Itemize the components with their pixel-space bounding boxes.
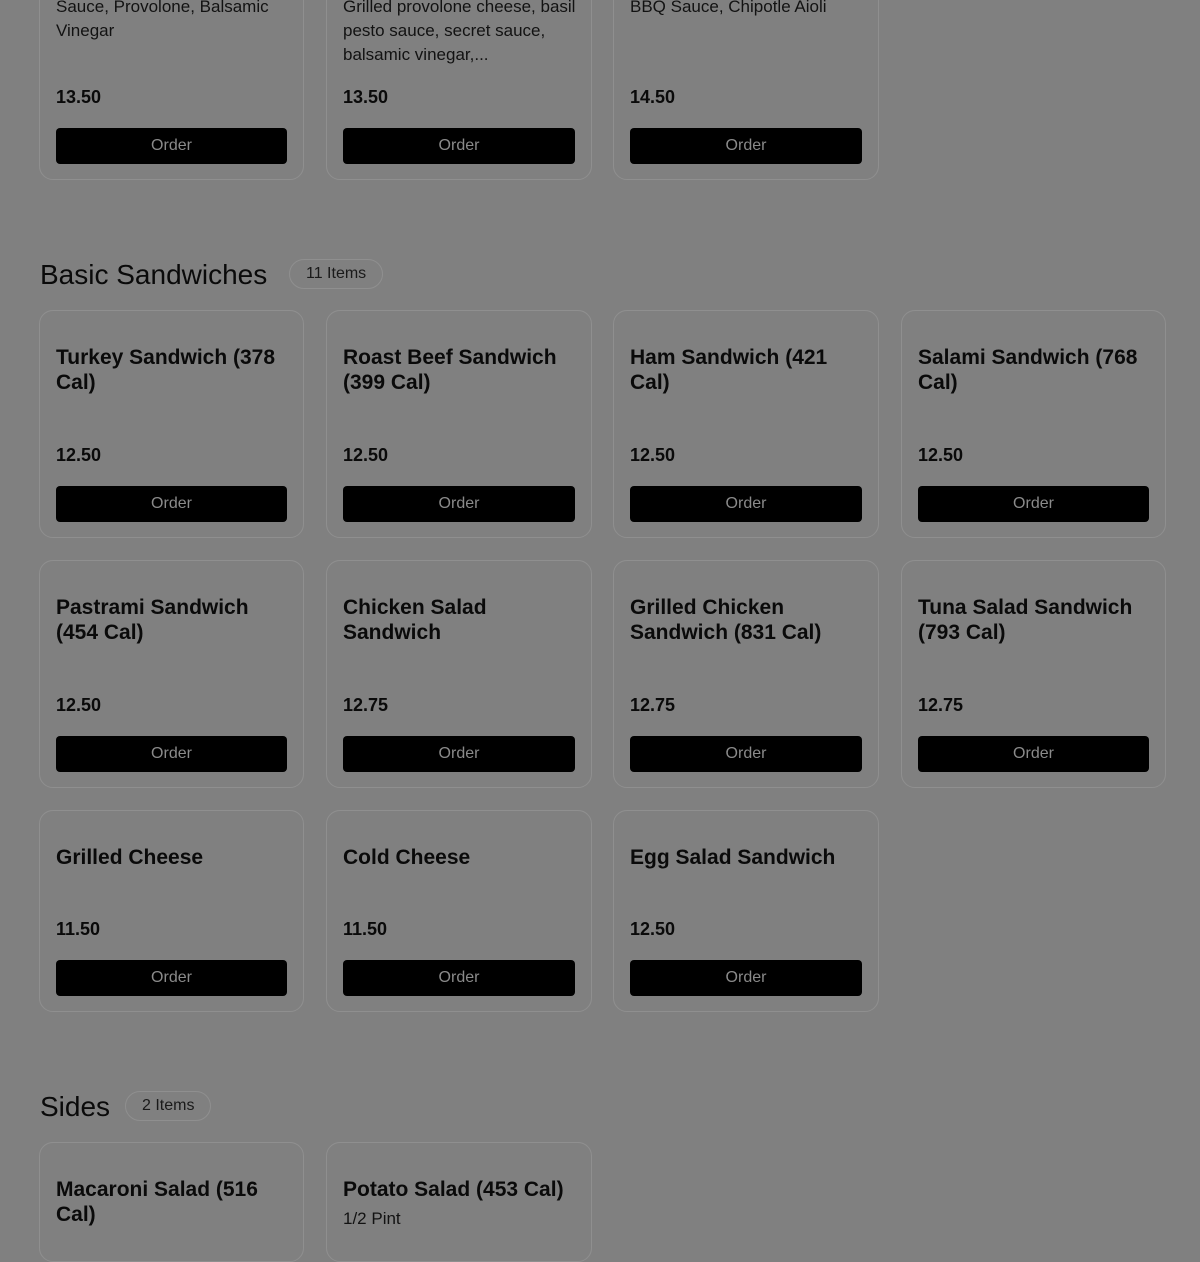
menu-item-name: Potato Salad (453 Cal) [343, 1178, 564, 1201]
order-button[interactable]: Order [343, 960, 575, 996]
menu-item-price: 12.50 [56, 695, 102, 715]
menu-item-name: Egg Salad Sandwich [630, 846, 836, 869]
order-button[interactable]: Order [630, 960, 862, 996]
menu-item-price: 13.50 [56, 87, 102, 107]
menu-item-card[interactable] [613, 810, 879, 1012]
menu-item-card[interactable] [39, 310, 304, 538]
order-button[interactable]: Order [56, 736, 287, 772]
menu-item-card[interactable] [326, 810, 592, 1012]
menu-item-name: Roast Beef Sandwich (399 Cal) [343, 346, 557, 394]
menu-item-price: 12.50 [343, 445, 389, 465]
menu-item-price: 12.75 [918, 695, 964, 715]
menu-item-name: Pastrami Sandwich (454 Cal) [56, 596, 249, 644]
menu-item-name: Ham Sandwich (421 Cal) [630, 346, 828, 394]
menu-item-card[interactable] [39, 810, 304, 1012]
order-button[interactable]: Order [56, 486, 287, 522]
order-button[interactable]: Order [56, 960, 287, 996]
order-button[interactable]: Order [630, 486, 862, 522]
menu-item-price: 11.50 [343, 919, 388, 939]
menu-item-card[interactable] [326, 1142, 592, 1262]
menu-item-description: 1/2 Pint [343, 1209, 401, 1228]
order-button[interactable]: Order [343, 736, 575, 772]
menu-item-description: BBQ Sauce, Chipotle Aioli [630, 0, 827, 16]
menu-item-card[interactable] [39, 0, 304, 180]
menu-item-price: 12.50 [56, 445, 102, 465]
menu-item-description: Grilled provolone cheese, basil pesto sauce, secret sauce, balsamic vinegar,... [343, 0, 576, 64]
section-title-basic-sandwiches: Basic Sandwiches [40, 259, 268, 290]
menu-item-price: 12.50 [918, 445, 964, 465]
menu-item-price: 11.50 [56, 919, 101, 939]
menu-item-card[interactable] [326, 310, 592, 538]
menu-item-card[interactable] [613, 560, 879, 788]
menu-item-card[interactable] [39, 560, 304, 788]
order-button[interactable]: Order [343, 128, 575, 164]
section-title-sides: Sides [40, 1091, 111, 1122]
menu-item-card[interactable] [901, 560, 1166, 788]
order-button[interactable]: Order [918, 486, 1149, 522]
menu-item-name: Chicken Salad Sandwich [343, 596, 487, 644]
menu-item-name: Grilled Cheese [56, 846, 204, 869]
order-button[interactable]: Order [918, 736, 1149, 772]
menu-item-card[interactable] [613, 0, 879, 180]
item-count-badge: 11 Items [289, 259, 383, 289]
item-count-badge: 2 Items [125, 1091, 211, 1121]
menu-item-price: 12.50 [630, 919, 676, 939]
order-button[interactable]: Order [630, 736, 862, 772]
menu-item-price: 13.50 [343, 87, 389, 107]
menu-item-name: Turkey Sandwich (378 Cal) [56, 346, 276, 394]
menu-item-name: Cold Cheese [343, 846, 471, 869]
menu-item-name: Macaroni Salad (516 Cal) [56, 1178, 258, 1226]
order-button[interactable]: Order [343, 486, 575, 522]
order-button[interactable]: Order [56, 128, 287, 164]
menu-item-card[interactable] [39, 1142, 304, 1262]
order-button[interactable]: Order [630, 128, 862, 164]
menu-item-name: Salami Sandwich (768 Cal) [918, 346, 1138, 394]
menu-item-price: 12.75 [630, 695, 676, 715]
menu-item-card[interactable] [901, 310, 1166, 538]
menu-item-card[interactable] [326, 0, 592, 180]
menu-item-price: 12.50 [630, 445, 676, 465]
menu-item-card[interactable] [613, 310, 879, 538]
menu-item-price: 14.50 [630, 87, 676, 107]
menu-item-price: 12.75 [343, 695, 389, 715]
menu-item-description: Sauce, Provolone, Balsamic Vinegar [56, 0, 269, 40]
menu-item-name: Grilled Chicken Sandwich (831 Cal) [630, 596, 822, 644]
menu-item-card[interactable] [326, 560, 592, 788]
menu-item-name: Tuna Salad Sandwich (793 Cal) [918, 596, 1133, 644]
